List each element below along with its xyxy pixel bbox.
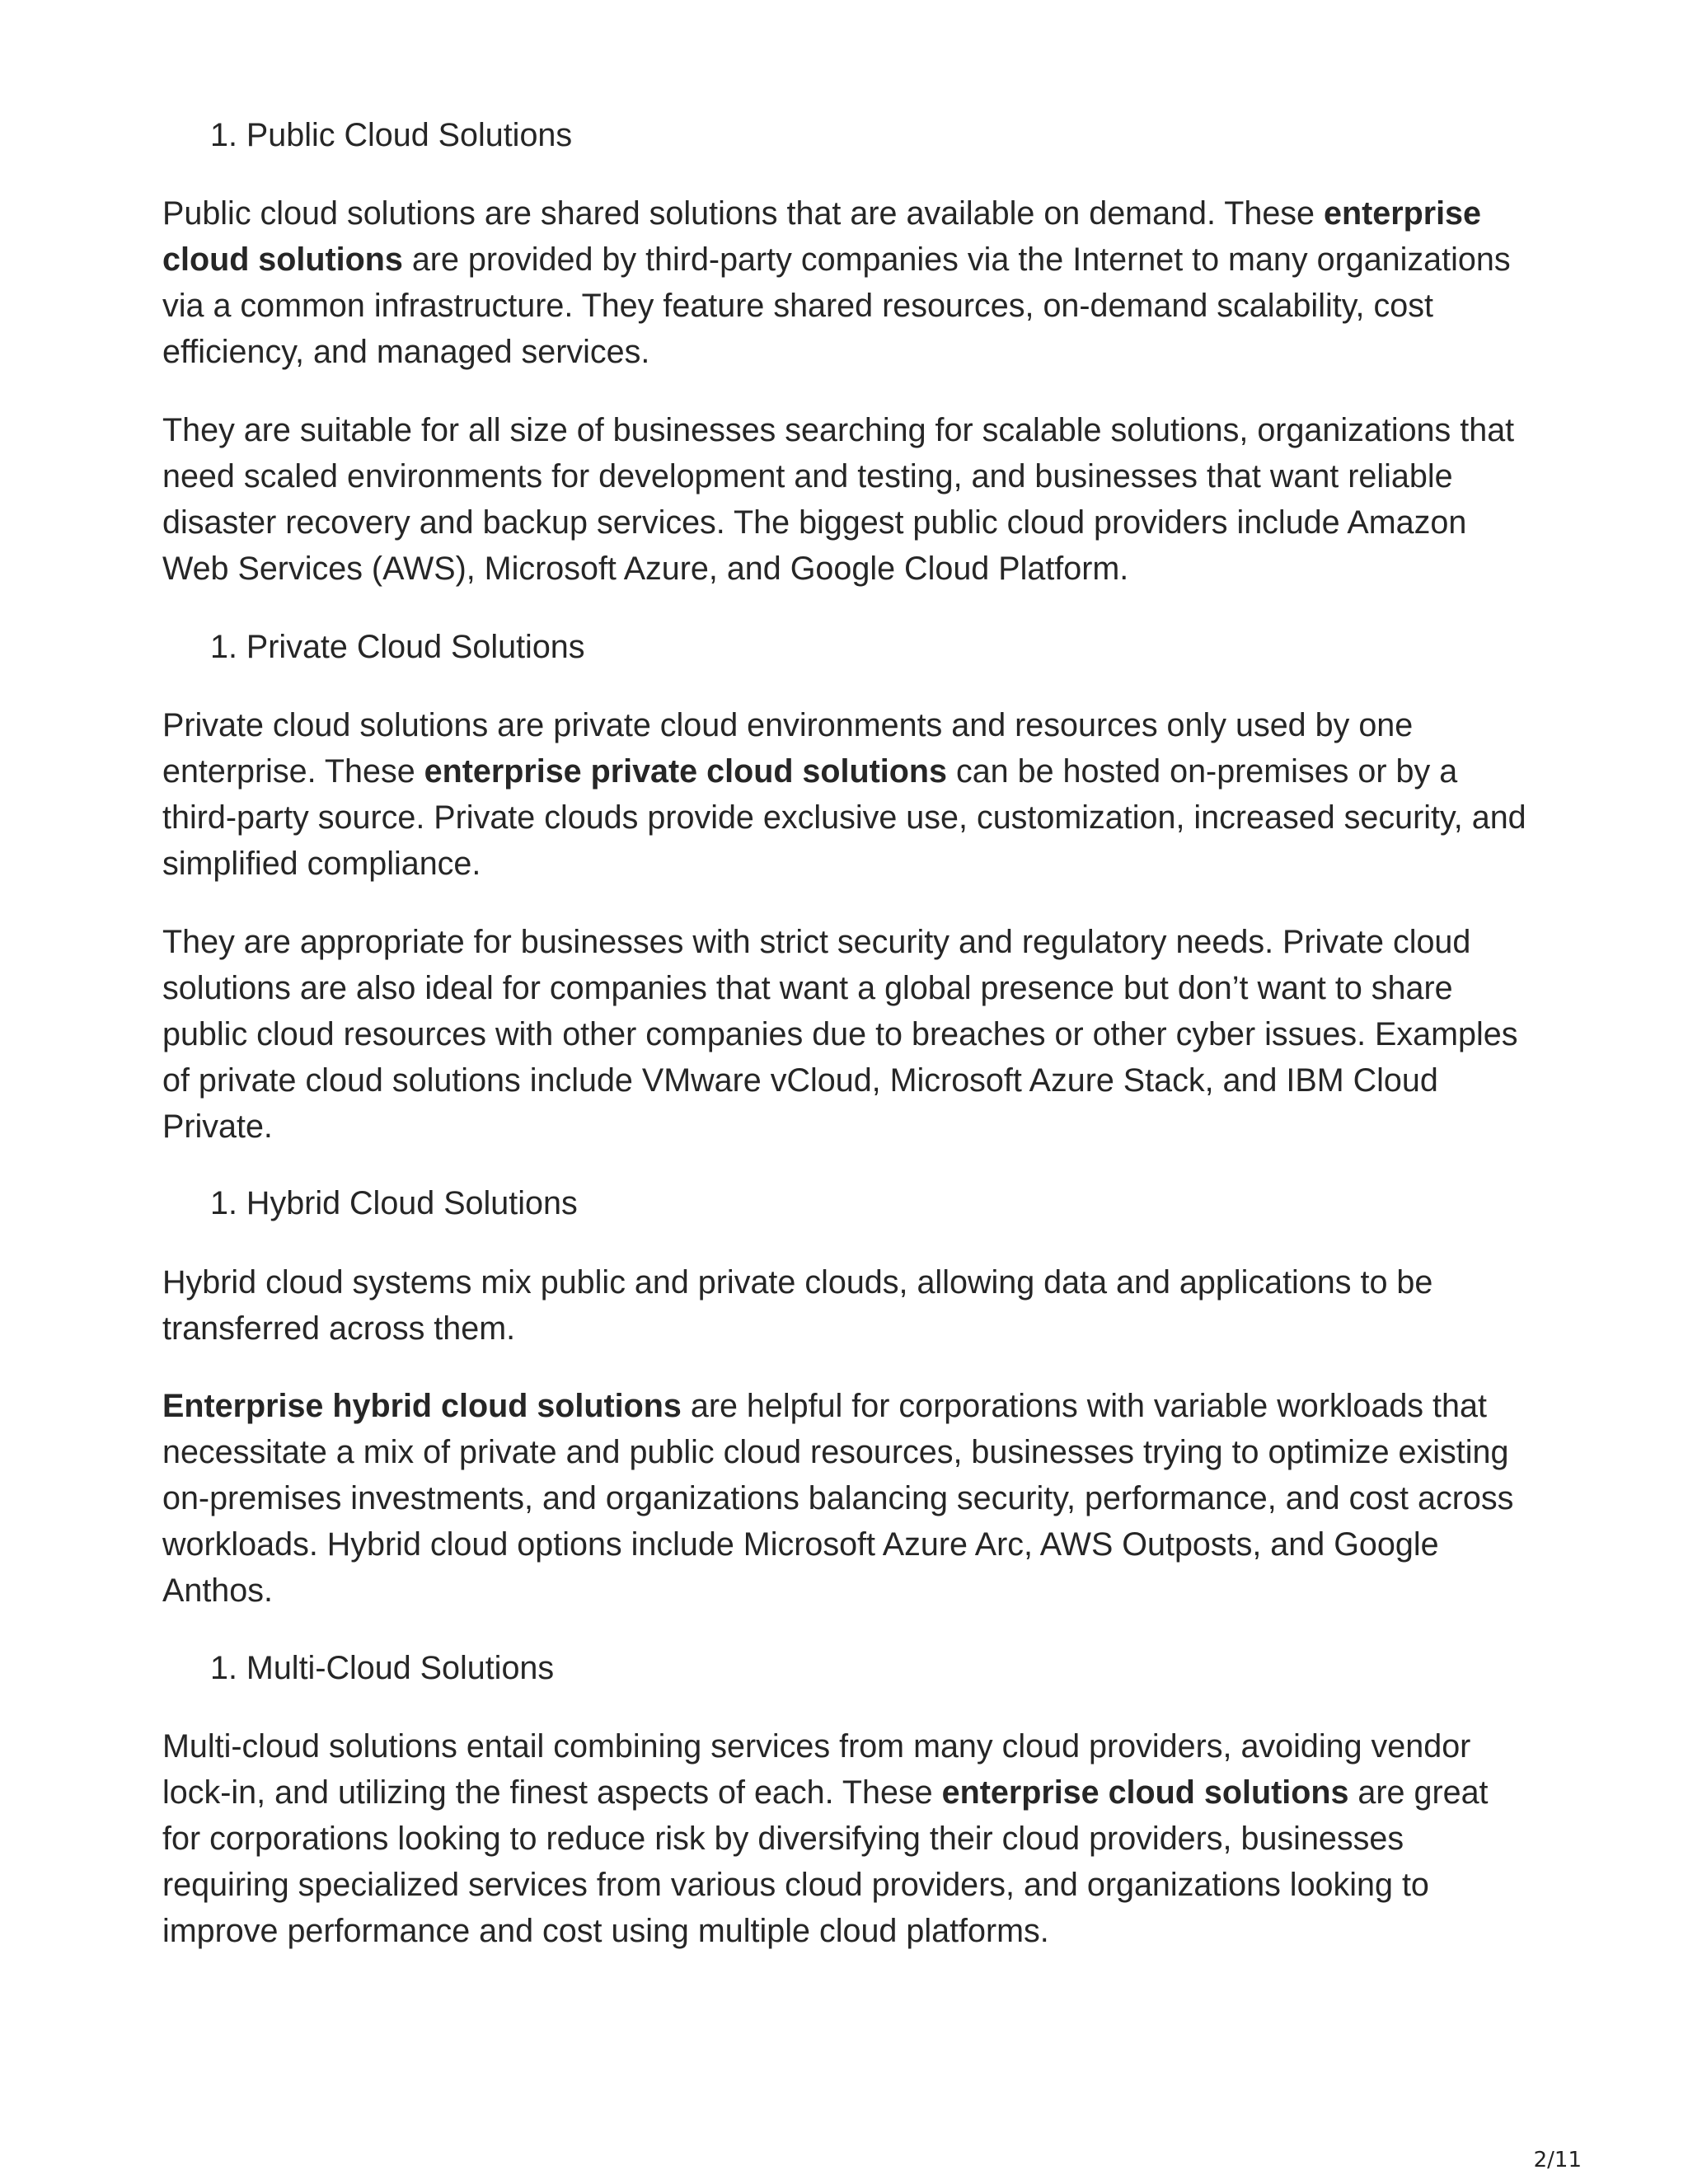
page-number: 2/11	[1533, 2148, 1582, 2172]
section-heading-public-cloud: 1. Public Cloud Solutions	[210, 117, 573, 153]
paragraph-private-cloud-intro	[162, 702, 1531, 887]
text-segment: Multi-cloud solutions entail combining services from many cloud providers, avoiding vendor lock-in, and utilizing the finest aspects of each. These	[162, 1728, 1471, 1811]
paragraph-multi-cloud-intro	[162, 1723, 1531, 1954]
text-segment: Private cloud solutions are private cloud environments and resources only used by one enterprise. These	[162, 707, 1414, 790]
paragraph-private-cloud-use	[162, 919, 1531, 1150]
text-segment: Hybrid cloud systems mix public and private clouds, allowing data and applications to be transferred across them.	[162, 1264, 1433, 1347]
bold-keyword: enterprise cloud solutions	[941, 1774, 1349, 1811]
text-segment: can be hosted on-premises or by a third-party source. Private clouds provide exclusive use, customization, increased security, and simplified compliance.	[162, 753, 1526, 882]
text-segment: are provided by third-party companies via the Internet to many organizations via a common infrastructure. They feature shared resources, on-demand scalability, cost efficiency, and managed services.	[162, 241, 1511, 370]
text-segment: They are appropriate for businesses with strict security and regulatory needs. Private cloud solutions are also ideal for companies that want a global presence but don’t want to share public cloud resources with other companies due to breaches or other cyber issues. Examples of private cloud solutions include VMware vCloud, Microsoft Azure Stack, and IBM Cloud Private.	[162, 924, 1518, 1145]
text-segment: are great for corporations looking to reduce risk by diversifying their cloud providers, businesses requiring specialized services from various cloud providers, and organizations looking to improve performance and cost using multiple cloud platforms.	[162, 1774, 1489, 1949]
bold-keyword: enterprise cloud solutions	[162, 195, 1481, 278]
section-heading-private-cloud: 1. Private Cloud Solutions	[210, 629, 585, 665]
text-segment: They are suitable for all size of businesses searching for scalable solutions, organizations that need scaled environments for development and testing, and businesses that want reliable disaster recovery and backup services. The biggest public cloud providers include Amazon Web Services (AWS), Microsoft Azure, and Google Cloud Platform.	[162, 412, 1515, 587]
bold-keyword: Enterprise hybrid cloud solutions	[162, 1388, 682, 1424]
bold-keyword: enterprise private cloud solutions	[424, 753, 947, 790]
text-segment: Public cloud solutions are shared solutions that are available on demand. These	[162, 195, 1324, 232]
text-segment: are helpful for corporations with variable workloads that necessitate a mix of private and public cloud resources, businesses trying to optimize existing on-premises investments, and organizations balancing security, performance, and cost across workloads. Hybrid cloud options include Microsoft Azure Arc, AWS Outposts, and Google Anthos.	[162, 1388, 1514, 1609]
paragraph-hybrid-cloud-intro	[162, 1259, 1531, 1352]
section-heading-multi-cloud: 1. Multi-Cloud Solutions	[210, 1650, 555, 1686]
paragraph-public-cloud-use	[162, 407, 1531, 592]
section-heading-hybrid-cloud: 1. Hybrid Cloud Solutions	[210, 1185, 578, 1221]
paragraph-public-cloud-intro	[162, 190, 1531, 375]
paragraph-hybrid-cloud-use	[162, 1383, 1531, 1614]
